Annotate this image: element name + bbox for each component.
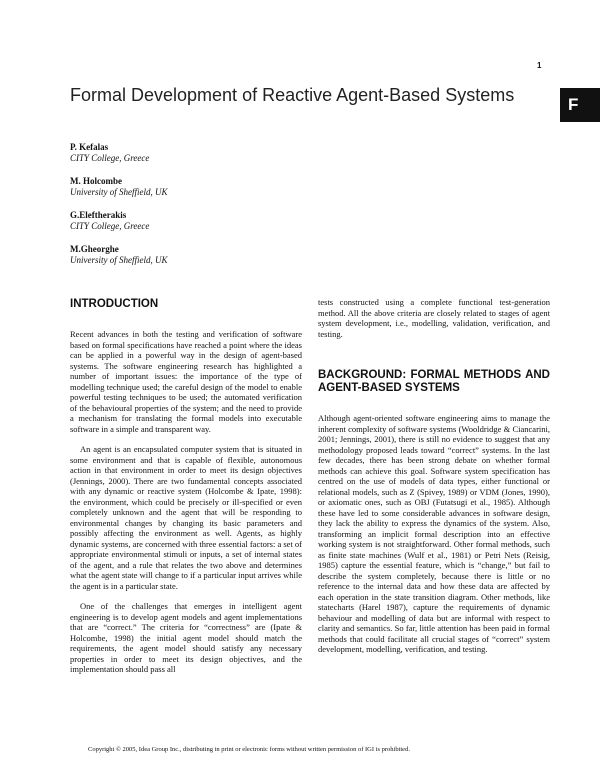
section-tab	[560, 88, 600, 122]
left-column	[70, 298, 302, 685]
author-block	[70, 142, 149, 164]
right-column	[318, 297, 550, 665]
author-affiliation: CITY College, Greece	[70, 221, 150, 231]
section-heading-background: BACKGROUND: FORMAL METHODS AND AGENT-BASED SYSTEMS	[318, 369, 550, 394]
body-paragraph: Although agent-oriented software engineering aims to manage the inherent complexity of software systems (Wooldridge & Ciancarini, 2001; Jennings, 2001), there is still no evidence to suggest that any methodology proposed leads toward “correct” systems. In the last few decades, there has been strong debate on whether formal methods can achieve this goal. Software system specification has centred on the use of models of data types, either functional or relational models, such as Z (Spivey, 1989) or VDM (Jones, 1990), or axiomatic ones, such as OBJ (Futatsugi et al., 1985). Although these have led to some considerable advances in software design, they lack the ability to express the dynamics of the system. Also, transforming an implicit formal description into an effective working system is not straightforward. Other formal methods, such as finite state machines (Wulf et al., 1981) or Petri Nets (Reisig, 1985) capture the essential feature, which is “change,” but fail to describe the system completely, because there is little or no reference to the internal data and how these data are affected by each operation in the state transition diagram. Other methods, like statecharts (Harel 1987), capture the requirements of dynamic behaviour and modelling of data but are informal with respect to clarity and semantics. So far, little attention has been paid in formal methods that could facilitate all crucial stages of “correct” system development, modelling, verification, and testing.	[318, 413, 550, 654]
article-title: Formal Development of Reactive Agent-Based Systems	[70, 85, 515, 105]
author-name: P. Kefalas	[70, 142, 109, 152]
author-name: M. Holcombe	[70, 176, 122, 186]
author-affiliation: University of Sheffield, UK	[70, 187, 168, 197]
body-paragraph: Recent advances in both the testing and verification of software based on formal specifications have reached a point where the ideas can be applied in a powerful way in the design of agent-based systems. The software engineering research has highlighted a number of important issues: the importance of the type of modelling technique used; the careful design of the model to enable powerful testing techniques to be used; the automated verification of the behavioural properties of the system; and the need to provide a mechanism for translating the formal models into executable software in a simple and transparent way.	[70, 329, 302, 434]
author-block	[70, 244, 167, 266]
page-number: 1	[537, 61, 542, 70]
copyright-footer: Copyright © 2005, Idea Group Inc., distributing in print or electronic forms without written permission of IGI is prohibited.	[88, 746, 410, 753]
section-tab-letter: F	[568, 95, 579, 114]
author-block	[70, 210, 149, 232]
body-paragraph-continued: tests constructed using a complete functional test-generation method. All the above criteria are closely related to stages of agent system development, i.e., modelling, validation, verification, and testing.	[318, 297, 550, 339]
body-paragraph: An agent is an encapsulated computer system that is situated in some environment and that is capable of flexible, autonomous action in that environment in order to meet its design objectives (Jennings, 2000). There are two fundamental concepts associated with any dynamic or reactive system (Holcombe & Ipate, 1998): the environment, which could be precisely or ill-specified or even completely unknown and the agent that will be responding to environmental changes by changing its basic parameters and possibly affecting the environment as well. Agents, as highly dynamic systems, are concerned with three essential factors: a set of appropriate environmental stimuli or inputs, a set of internal states of the agent, and a rule that relates the two above and determines what the agent state will change to if a particular input arrives while the agent is in a particular state.	[70, 444, 303, 591]
author-affiliation: University of Sheffield, UK	[70, 255, 168, 265]
body-paragraph: One of the challenges that emerges in intelligent agent engineering is to develop agent models and agent implementations that are “correct.” The criteria for “correctness” are (Ipate & Holcombe, 1998) the initial agent model should match the requirements, the agent model should satisfy any necessary properties in order to meet its design objectives, and the implementation should pass all	[70, 601, 302, 674]
section-heading-introduction: INTRODUCTION	[70, 298, 159, 310]
author-name: M.Gheorghe	[70, 244, 119, 254]
author-affiliation: CITY College, Greece	[70, 153, 150, 163]
author-block	[70, 176, 167, 198]
author-name: G.Eleftherakis	[70, 210, 127, 220]
